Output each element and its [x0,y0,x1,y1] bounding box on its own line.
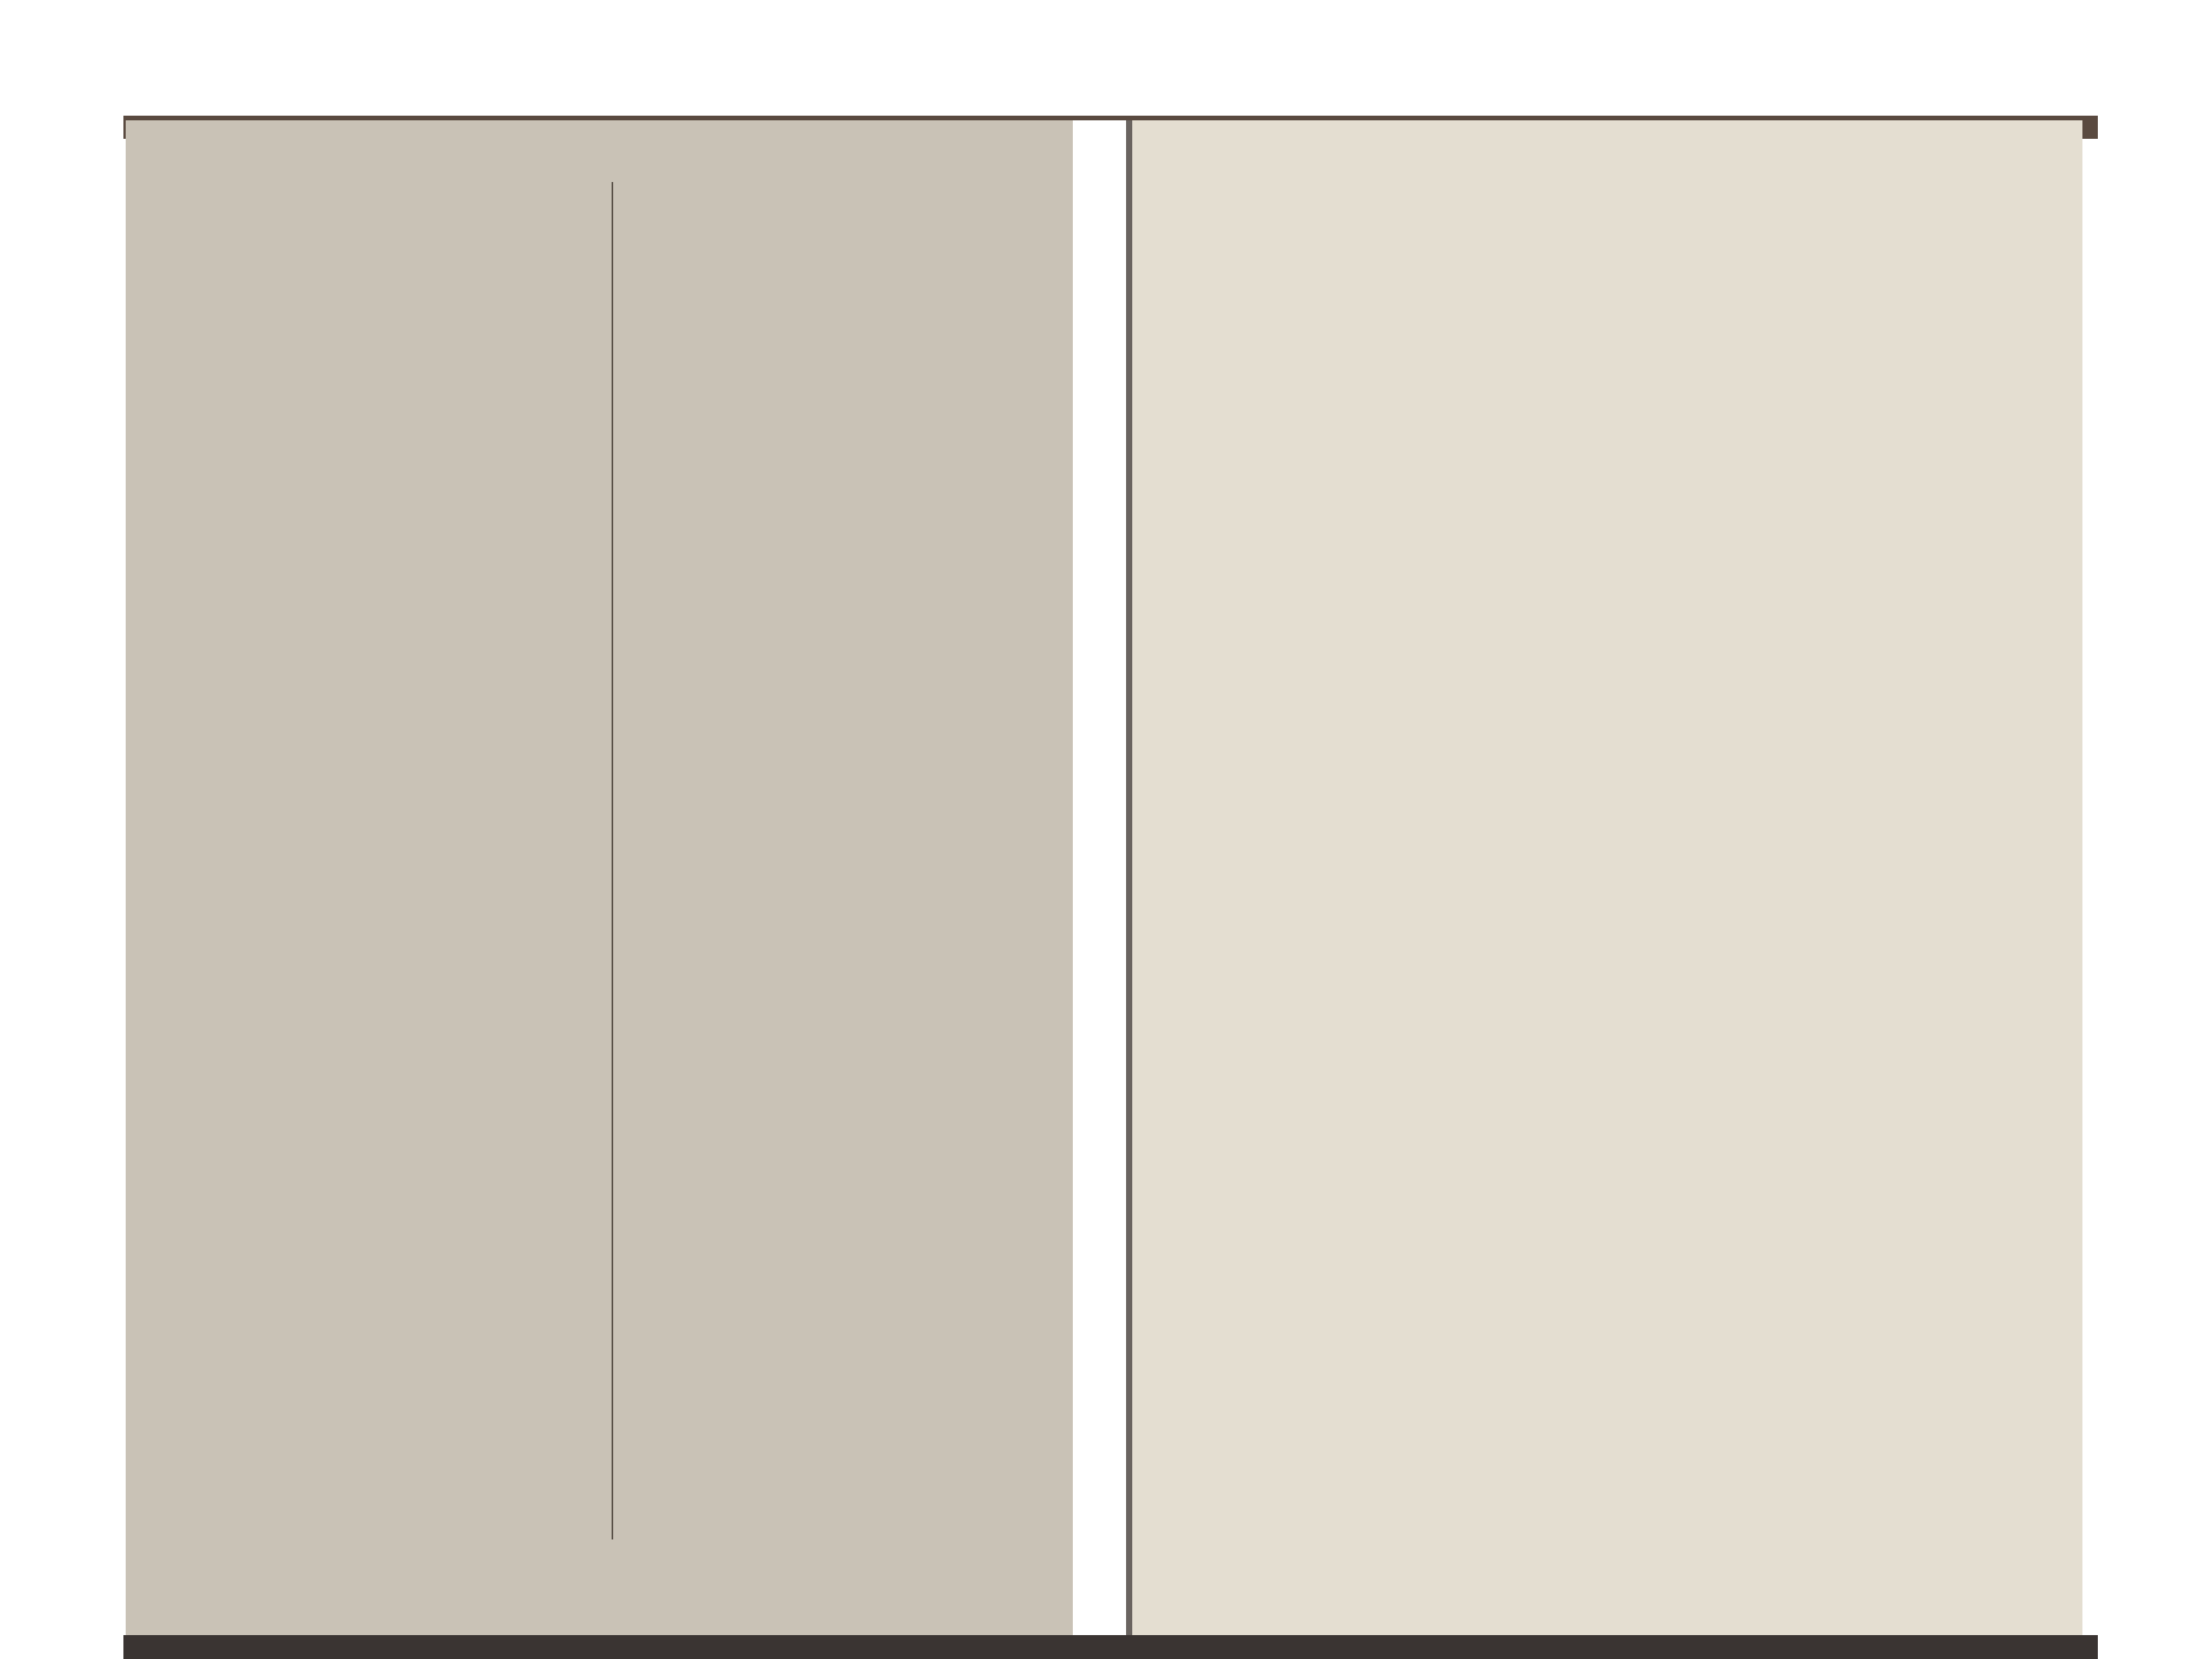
right-page-census-form [1132,120,2082,1635]
column-divider [612,182,613,1539]
left-page-instructions [126,120,1073,1635]
scan-background-bottom [123,1635,2098,1659]
census-table [1132,120,2082,1635]
book-gutter [1073,120,1127,1635]
book-gutter-shadow [1126,120,1132,1635]
